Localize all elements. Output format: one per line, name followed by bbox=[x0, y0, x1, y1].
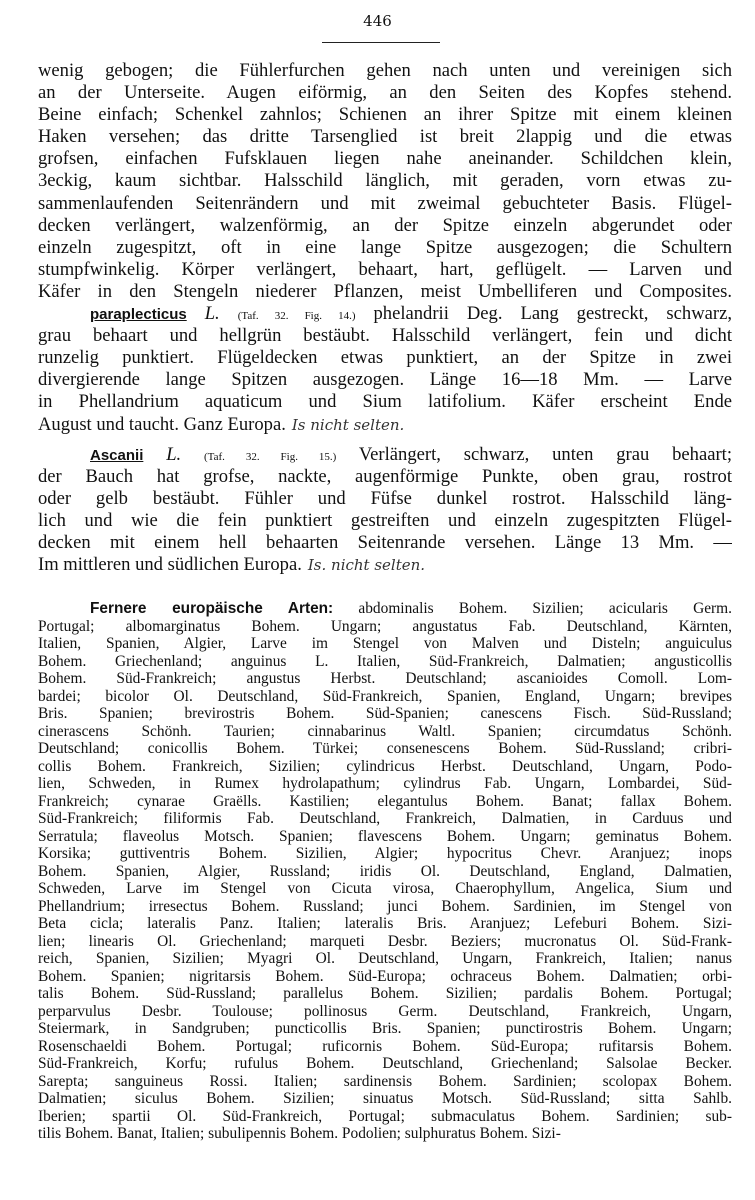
text-line: Schweden, Larve im Stengel von Cicuta virosa, Chaerophyllum, Angelica, Sium und bbox=[38, 880, 732, 897]
species-ascanii-heading: Ascanii L. (Taf. 32. Fig. 15.) Verlängert, schwarz, unten grau behaart; bbox=[90, 443, 732, 465]
text-line: Sarepta; sanguineus Rossi. Italien; sardinensis Bohem. Sardinien; scolopax Bohem. bbox=[38, 1072, 732, 1090]
text-line: Deutschland; conicollis Bohem. Türkei; consenescens Bohem. Süd-Russland; cribri- bbox=[38, 740, 732, 757]
text-line: Serratula; flaveolus Motsch. Spanien; flavescens Bohem. Ungarn; geminatus Bohem. bbox=[38, 827, 732, 845]
text-line: Haken versehen; das dritte Tarsenglied ist breit 2lappig und die etwas bbox=[38, 126, 732, 148]
text-line: decken verlängert, walzenförmig, an der Spitze einzeln abgerundet oder bbox=[38, 214, 732, 236]
text-line: cinerascens Schönh. Taurien; cinnabarinus Waltl. Spanien; circumdatus Schönh. bbox=[38, 722, 732, 740]
text-line: Beine einfach; Schenkel zahnlos; Schienen an ihrer Spitze mit einem kleinen bbox=[38, 104, 732, 126]
text-line: runzelig punktiert. Flügeldecken etwas punktiert, an der Spitze in zwei bbox=[38, 347, 732, 369]
text-line: stumpfwinkelig. Körper verlängert, behaart, hart, geflügelt. — Larven und bbox=[38, 258, 732, 280]
text-line: Portugal; albomarginatus Bohem. Ungarn; angustatus Fab. Deutschland, Kärnten, bbox=[38, 617, 732, 635]
other-species-text bbox=[38, 618, 732, 1126]
text-line: Käfer in den Stengeln niederer Pflanzen, meist Umbelliferen und Composites. bbox=[38, 280, 732, 302]
genus-description bbox=[38, 60, 732, 303]
text-line: Italien, Spanien, Algier, Larve im Stengel von Malven und Disteln; anguiculus bbox=[38, 635, 732, 652]
other-species-last-line: tilis Bohem. Banat, Italien; subulipennis Bohem. Podolien; sulphuratus Bohem. Sizi- bbox=[38, 1125, 561, 1142]
other-species-heading: Fernere europäische Arten: bbox=[90, 600, 334, 617]
text-line: in Phellandrium aquaticum und Sium latifolium. Käfer erscheint Ende bbox=[38, 391, 732, 413]
species-paraplecticus-last-line: August und taucht. Ganz Europa. Is nicht selten. bbox=[38, 413, 405, 435]
text-line: Bohem. Spanien, Algier, Russland; iridis Ol. Deutschland, England, Dalmatien, bbox=[38, 862, 732, 880]
text-line: talis Bohem. Süd-Russland; parallelus Bohem. Sizilien; pardalis Bohem. Portugal; bbox=[38, 985, 732, 1002]
handwritten-annotation: Is. nicht selten. bbox=[307, 556, 426, 575]
other-species-heading-line: Fernere europäische Arten: abdominalis Bohem. Sizilien; acicularis Germ. bbox=[90, 600, 732, 617]
text-line: Bohem. Spanien; nigritarsis Bohem. Süd-Europa; ochraceus Bohem. Dalmatien; orbi- bbox=[38, 967, 732, 985]
text-line: Süd-Frankreich; filiformis Fab. Deutschland, Frankreich, Dalmatien, in Carduus und bbox=[38, 810, 732, 827]
text-line: Bris. Spanien; brevirostris Bohem. Süd-Spanien; canescens Fisch. Süd-Russland; bbox=[38, 705, 732, 722]
header-rule bbox=[322, 42, 440, 43]
text-line: oder gelb bestäubt. Fühler und Füfse dunkel rostrot. Halsschild läng- bbox=[38, 487, 732, 509]
text-line: einzeln zugespitzt, oft in eine lange Spitze ausgezogen; die Schultern bbox=[38, 236, 732, 258]
text-line: Süd-Frankreich, Korfu; rufulus Bohem. Deutschland, Griechenland; Salsolae Becker. bbox=[38, 1055, 732, 1072]
text-line: grofsen, einfachen Fufsklauen liegen nahe aneinander. Schildchen klein, bbox=[38, 148, 732, 170]
text-line: Bohem. Süd-Frankreich; angustus Herbst. Deutschland; ascanioides Comoll. Lom- bbox=[38, 670, 732, 687]
text-line: an der Unterseite. Augen eiförmig, an den Seiten des Kopfes stehend. bbox=[38, 82, 732, 104]
text-line: Frankreich; cynarae Graëlls. Kastilien; elegantulus Bohem. Banat; fallax Bohem. bbox=[38, 792, 732, 810]
text-line: Dalmatien; siculus Bohem. Sizilien; sinuatus Motsch. Süd-Russland; sitta Sahlb. bbox=[38, 1090, 732, 1107]
text-line: perparvulus Desbr. Toulouse; pollinosus Germ. Deutschland, Frankreich, Ungarn, bbox=[38, 1002, 732, 1020]
text-line: Phellandrium; irresectus Bohem. Russland; junci Bohem. Sardinien, im Stengel von bbox=[38, 897, 732, 915]
page-number: 446 bbox=[363, 12, 392, 30]
text-line: Bohem. Griechenland; anguinus L. Italien, Süd-Frankreich, Dalmatien; angusticollis bbox=[38, 652, 732, 670]
species-ascanii-last-line: Im mittleren und südlichen Europa. Is. nicht selten. bbox=[38, 554, 426, 576]
text-line: sammenlaufenden Seitenrändern und mit zweimal gebuchteter Basis. Flügel- bbox=[38, 192, 732, 214]
text-line: lien; linearis Ol. Griechenland; marqueti Desbr. Beziers; mucronatus Ol. Süd-Frank- bbox=[38, 932, 732, 950]
text-line: decken mit einem hell behaarten Seitenrande versehen. Länge 13 Mm. — bbox=[38, 531, 732, 553]
plate-reference: (Taf. 32. Fig. 14.) bbox=[237, 310, 356, 323]
species-paraplecticus-heading: paraplecticus L. (Taf. 32. Fig. 14.) phelandrii Deg. Lang gestreckt, schwarz, bbox=[90, 303, 732, 325]
text-line: divergierende lange Spitzen ausgezogen. Länge 16—18 Mm. — Larve bbox=[38, 369, 732, 391]
plate-reference: (Taf. 32. Fig. 15.) bbox=[204, 450, 337, 463]
main-text bbox=[38, 60, 732, 576]
handwritten-annotation: Is nicht selten. bbox=[291, 415, 405, 434]
text-line: Steiermark, in Sandgruben; puncticollis Bris. Spanien; punctirostris Bohem. Ungarn; bbox=[38, 1020, 732, 1037]
text-line: Beta cicla; lateralis Panz. Italien; lateralis Bris. Aranjuez; Lefeburi Bohem. Sizi- bbox=[38, 915, 732, 932]
text-line: 3eckig, kaum sichtbar. Halsschild länglich, mit geraden, vorn etwas zu- bbox=[38, 170, 732, 192]
text-line: grau behaart und hellgrün bestäubt. Halsschild verlängert, fein und dicht bbox=[38, 325, 732, 347]
text-line: collis Bohem. Frankreich, Sizilien; cylindricus Herbst. Deutschland, Ungarn, Podo- bbox=[38, 757, 732, 775]
text-line: lich und wie die fein punktiert gestreiften und einzeln zugespitzten Flügel- bbox=[38, 509, 732, 531]
text-line: lien, Schweden, in Rumex hydrolapathum; cylindrus Fab. Ungarn, Lombardei, Süd- bbox=[38, 775, 732, 792]
text-line: wenig gebogen; die Fühlerfurchen gehen nach unten und vereinigen sich bbox=[38, 60, 732, 81]
text-line: Korsika; guttiventris Bohem. Sizilien, Algier; hypocritus Chevr. Aranjuez; inops bbox=[38, 845, 732, 862]
species-ascanii-text bbox=[38, 466, 732, 554]
text-line: Rosenschaeldi Bohem. Portugal; ruficornis Bohem. Süd-Europa; rufitarsis Bohem. bbox=[38, 1037, 732, 1055]
species-paraplecticus-text bbox=[38, 325, 732, 413]
text-line: der Bauch hat grofse, nackte, augenförmige Punkte, oben grau, rostrot bbox=[38, 465, 732, 487]
species-name: paraplecticus bbox=[90, 306, 187, 324]
other-species-list bbox=[38, 600, 732, 1143]
text-line: bardei; bicolor Ol. Deutschland, Süd-Frankreich, Spanien, England, Ungarn; brevipes bbox=[38, 687, 732, 705]
text-line: reich, Spanien, Sizilien; Myagri Ol. Deutschland, Ungarn, Frankreich, Italien; nanus bbox=[38, 950, 732, 967]
text-line: Iberien; spartii Ol. Süd-Frankreich, Portugal; submaculatus Bohem. Sardinien; sub- bbox=[38, 1107, 732, 1125]
species-name: Ascanii bbox=[90, 446, 144, 464]
